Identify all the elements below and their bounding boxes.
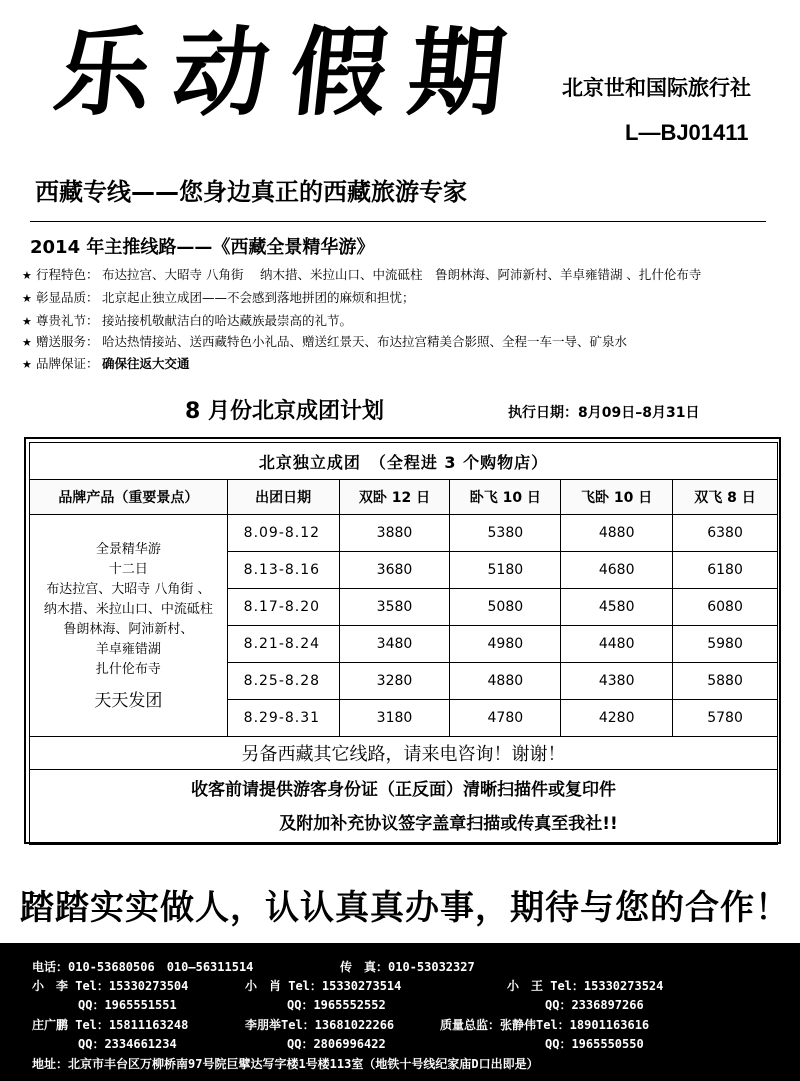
product-line: 布达拉宫、大昭寺 八角街 、 — [46, 581, 211, 597]
feature-value: 接站接机敬献洁白的哈达藏族最崇高的礼节。 — [102, 313, 353, 328]
contact-tel: 小 王 Tel：15330273524 — [507, 979, 664, 993]
feature-value: 哈达热情接站、送西藏特色小礼品、赠送红景天、布达拉宫精美合影照、全程一车一导、矿泉水 — [102, 334, 628, 349]
product-line: 纳木措、米拉山口、中流砥柱 — [43, 601, 213, 617]
fax-number: 传 真：010-53032327 — [340, 960, 475, 974]
column-header: 出团日期 — [227, 480, 339, 515]
price-cell: 4580 — [561, 589, 673, 626]
column-header: 双飞 8 日 — [673, 480, 778, 515]
feature-label: 赠送服务： — [36, 334, 99, 349]
table-row — [30, 515, 778, 552]
feature-item — [22, 333, 627, 352]
feature-item — [22, 312, 352, 331]
column-header-row — [30, 480, 778, 515]
product-line: 十二日 — [108, 561, 148, 577]
star-icon: ★ — [22, 336, 32, 349]
price-cell: 3280 — [339, 663, 450, 700]
product-line: 羊卓雍错湖 — [95, 641, 161, 657]
contact-qq: QQ：2806996422 — [287, 1037, 386, 1051]
feature-value: 北京起止独立成团——不会感到落地拼团的麻烦和担忧； — [102, 290, 415, 305]
column-header: 双卧 12 日 — [339, 480, 450, 515]
price-cell: 4480 — [561, 626, 673, 663]
contact-panel — [0, 943, 800, 1081]
price-cell: 4780 — [450, 700, 561, 737]
feature-label: 行程特色： — [36, 267, 99, 282]
contact-qq: QQ：1965551551 — [78, 998, 177, 1012]
feature-item — [22, 355, 190, 374]
star-icon: ★ — [22, 292, 32, 305]
price-cell: 4280 — [561, 700, 673, 737]
price-cell: 6080 — [673, 589, 778, 626]
price-cell: 5880 — [673, 663, 778, 700]
price-cell: 4680 — [561, 552, 673, 589]
contact-tel: 李朋举Tel：13681022266 — [245, 1018, 395, 1032]
group-header: 北京独立成团 （全程进 3 个购物店） — [30, 443, 778, 480]
price-cell: 3580 — [339, 589, 450, 626]
footer-note: 另备西藏其它线路，请来电咨询！谢谢！ — [30, 737, 778, 770]
plan-title: 8 月份北京成团计划 — [185, 399, 384, 424]
price-cell: 3180 — [339, 700, 450, 737]
star-icon: ★ — [22, 358, 32, 371]
price-cell: 5380 — [450, 515, 561, 552]
departure-date: 8.21-8.24 — [227, 626, 339, 663]
feature-item — [22, 266, 701, 285]
feature-value: 确保往返大交通 — [102, 356, 190, 371]
header-divider — [30, 221, 766, 222]
contact-qq: QQ：1965552552 — [287, 998, 386, 1012]
feature-value: 布达拉宫、大昭寺 八角街 纳木措、米拉山口、中流砥柱 鲁朗林海、阿沛新村、羊卓雍错湖 、扎什伦布寺 — [102, 267, 702, 282]
column-header: 飞卧 10 日 — [561, 480, 673, 515]
departure-date: 8.13-8.16 — [227, 552, 339, 589]
contact-tel: 小 李 Tel：15330273504 — [32, 979, 189, 993]
feature-label: 尊贵礼节： — [36, 313, 99, 328]
product-line: 鲁朗林海、阿沛新村、 — [63, 621, 194, 637]
requirement-line: 收客前请提供游客身份证（正反面）清晰扫描件或复印件 — [191, 780, 616, 800]
price-cell: 3480 — [339, 626, 450, 663]
departure-date: 8.17-8.20 — [227, 589, 339, 626]
footer-requirement-row — [30, 770, 778, 845]
departure-date: 8.25-8.28 — [227, 663, 339, 700]
header-slogan: 西藏专线——您身边真正的西藏旅游专家 — [35, 178, 467, 206]
address: 地址：北京市丰台区万柳桥南97号院巨擘达写字楼1号楼113室（地铁十号线纪家庙D口出即是） — [32, 1057, 539, 1071]
contact-tel: 质量总监：张静伟Tel：18901163616 — [440, 1018, 650, 1032]
price-cell: 4880 — [450, 663, 561, 700]
price-cell: 5180 — [450, 552, 561, 589]
price-cell: 3880 — [339, 515, 450, 552]
column-header: 品牌产品（重要景点） — [30, 480, 228, 515]
price-cell: 6180 — [673, 552, 778, 589]
contact-qq: QQ：2336897266 — [545, 998, 644, 1012]
footer-note-row — [30, 737, 778, 770]
contact-tel: 小 肖 Tel：15330273514 — [245, 979, 402, 993]
product-line: 全景精华游 — [95, 541, 161, 557]
group-header-row — [30, 443, 778, 480]
feature-label: 彰显品质： — [36, 290, 99, 305]
contact-tel: 庄广鹏 Tel：15811163248 — [32, 1018, 189, 1032]
feature-label: 品牌保证： — [36, 356, 99, 371]
price-cell: 5980 — [673, 626, 778, 663]
price-cell: 4380 — [561, 663, 673, 700]
phone-number: 电话：010-53680506 010—56311514 — [32, 960, 254, 974]
product-cell — [30, 515, 228, 737]
route-title: 2014 年主推线路——《西藏全景精华游》 — [30, 237, 375, 258]
departure-date: 8.09-8.12 — [227, 515, 339, 552]
price-cell: 6380 — [673, 515, 778, 552]
agency-name: 北京世和国际旅行社 — [562, 76, 751, 100]
product-line: 扎什伦布寺 — [95, 661, 161, 677]
price-cell: 5780 — [673, 700, 778, 737]
contact-qq: QQ：2334661234 — [78, 1037, 177, 1051]
requirement-line: 及附加补充协议签字盖章扫描或传真至我社!! — [279, 814, 618, 834]
price-cell: 4980 — [450, 626, 561, 663]
footer-requirement — [30, 770, 778, 845]
contact-qq: QQ：1965550550 — [545, 1037, 644, 1051]
execution-date: 执行日期：8月09日–8月31日 — [508, 405, 700, 421]
price-cell: 3680 — [339, 552, 450, 589]
brand-logo: 乐动假期 — [49, 16, 533, 129]
star-icon: ★ — [22, 315, 32, 328]
price-table — [29, 442, 778, 845]
price-table-frame — [24, 437, 781, 844]
license-number: L—BJ01411 — [625, 120, 749, 145]
closing-slogan: 踏踏实实做人，认认真真办事，期待与您的合作！ — [20, 888, 790, 928]
daily-departure: 天天发团 — [94, 690, 163, 711]
column-header: 卧飞 10 日 — [450, 480, 561, 515]
star-icon: ★ — [22, 269, 32, 282]
departure-date: 8.29-8.31 — [227, 700, 339, 737]
price-cell: 5080 — [450, 589, 561, 626]
feature-item — [22, 289, 415, 308]
price-cell: 4880 — [561, 515, 673, 552]
